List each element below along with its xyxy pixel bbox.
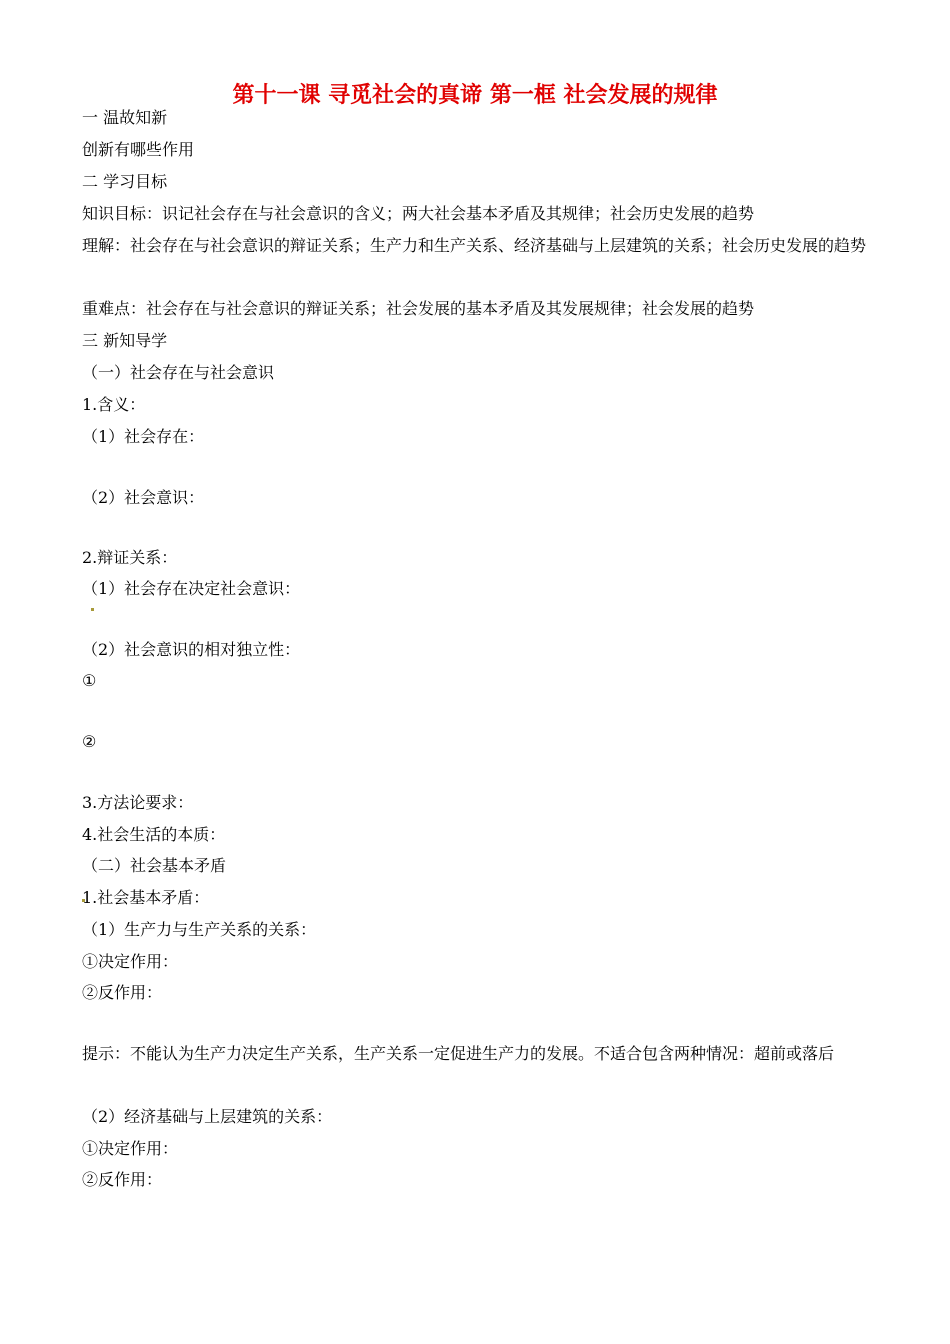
- item-base-superstructure: （2）经济基础与上层建筑的关系：: [82, 1107, 333, 1126]
- item-essence-of-social-life: 4.社会生活的本质：: [82, 825, 226, 844]
- subsection-heading-1: （一）社会存在与社会意识: [82, 363, 275, 382]
- knowledge-objective: 知识目标：识记社会存在与社会意识的含义；两大社会基本矛盾及其规律；社会历史发展的趋势: [82, 204, 755, 223]
- subsection-heading-2: （二）社会基本矛盾: [82, 856, 227, 875]
- circled-item-determining-1: ①决定作用：: [82, 952, 179, 971]
- stray-mark: [91, 608, 94, 611]
- item-dialectical-relation: 2.辩证关系：: [82, 548, 178, 567]
- item-definition: 1.含义：: [82, 395, 146, 414]
- hint-paragraph: 提示：不能认为生产力决定生产关系，生产关系一定促进生产力的发展。不适合包含两种情况：超前或落后: [82, 1044, 835, 1063]
- item-existence-determines: （1）社会存在决定社会意识：: [82, 579, 301, 598]
- item-basic-contradiction: 1.社会基本矛盾：: [82, 888, 210, 907]
- review-question: 创新有哪些作用: [82, 140, 195, 159]
- item-relative-independence: （2）社会意识的相对独立性：: [82, 640, 301, 659]
- circled-item-2: ②: [82, 732, 97, 751]
- understanding-objective: 理解：社会存在与社会意识的辩证关系；生产力和生产关系、经济基础与上层建筑的关系；社会历史发展的趋势: [82, 236, 867, 255]
- item-productive-forces-relations: （1）生产力与生产关系的关系：: [82, 920, 317, 939]
- item-social-consciousness: （2）社会意识：: [82, 488, 205, 507]
- section-heading-new-knowledge: 三 新知导学: [82, 331, 168, 350]
- key-difficulties: 重难点：社会存在与社会意识的辩证关系；社会发展的基本矛盾及其发展规律；社会发展的趋势: [82, 299, 755, 318]
- circled-item-1: ①: [82, 671, 97, 690]
- item-social-existence: （1）社会存在：: [82, 427, 205, 446]
- circled-item-reaction-2: ②反作用：: [82, 1170, 163, 1189]
- section-heading-objectives: 二 学习目标: [82, 172, 168, 191]
- document-title: 第十一课 寻觅社会的真谛 第一框 社会发展的规律: [232, 83, 718, 108]
- circled-item-determining-2: ①决定作用：: [82, 1139, 179, 1158]
- circled-item-reaction-1: ②反作用：: [82, 983, 163, 1002]
- section-heading-review: 一 温故知新: [82, 108, 168, 127]
- item-methodology: 3.方法论要求：: [82, 793, 194, 812]
